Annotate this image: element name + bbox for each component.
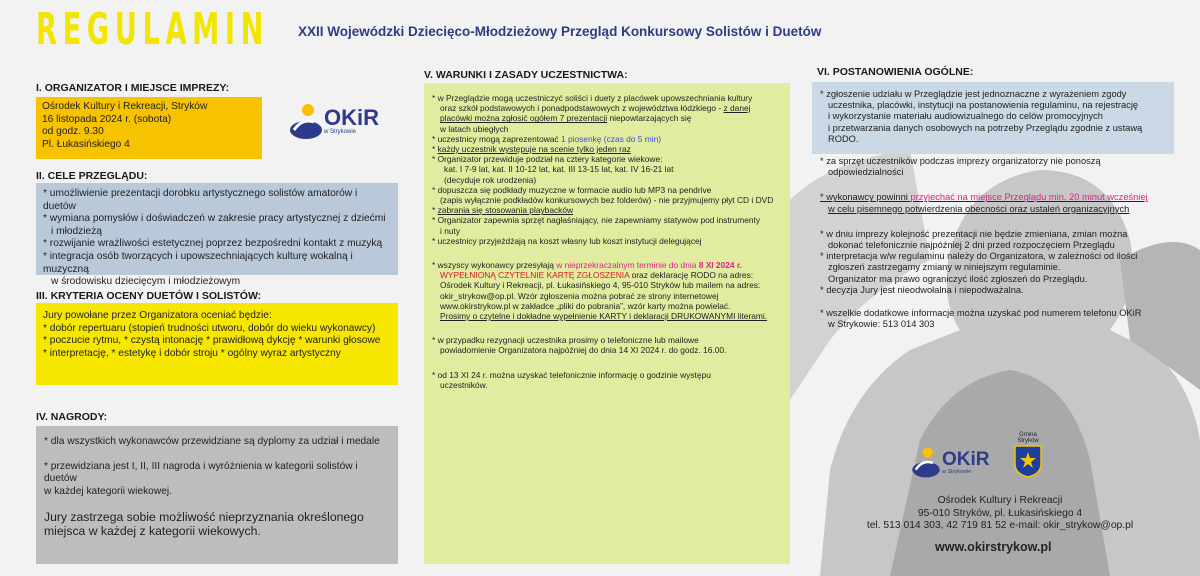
- general-line: dokonać telefonicznie najpóźniej 2 dni przed rozpoczęciem Przeglądu: [828, 240, 1115, 251]
- jury-note: Jury zastrzega sobie możliwość nieprzyznania określonego miejsca w każdej z kategorii wiekowych.: [44, 510, 364, 539]
- general-line: zgłoszeń zastrzegamy zmiany w niniejszym regulaminie.: [828, 262, 1061, 273]
- rule-line: * wszyscy wykonawcy przesyłają w nieprzekraczalnym terminie do dnia 8 XI 2024 r.: [432, 260, 743, 271]
- awards-box: [36, 426, 398, 564]
- criteria-line: Jury powołane przez Organizatora oceniać będzie:: [43, 310, 272, 321]
- general-line: * wszelkie dodatkowe informacje można uzyskać pod numerem telefonu OKiR: [820, 308, 1142, 319]
- section-6-heading: VI. POSTANOWIENIA OGÓLNE:: [817, 66, 974, 78]
- rule-line: * zabrania się stosowania playbacków: [432, 205, 574, 216]
- organizer-line: od godz. 9.30: [42, 126, 104, 138]
- page-title: REGULAMIN: [36, 4, 270, 55]
- footer-logo-caption: w Strykowie: [942, 468, 972, 475]
- rule-line: (zapis wyłącznie podkładów konkursowych bez folderów) - nie przyjmujemy płyt CD i DVD: [440, 195, 774, 206]
- rule-underlined: z danej placówki można zgłosić ogółem 7 prezentacji: [440, 103, 751, 124]
- section-3-heading: III. KRYTERIA OCENY DUETÓW I SOLISTÓW:: [36, 290, 262, 302]
- goal-line: * rozwijanie wrażliwości estetycznej poprzez bezpośredni kontakt z muzyką: [43, 238, 383, 250]
- organizer-line: Pl. Łukasińskiego 4: [42, 138, 130, 150]
- organizer-line: 16 listopada 2024 r. (sobota): [42, 113, 172, 125]
- goals-box: [36, 183, 398, 288]
- rule-line: w latach ubiegłych: [440, 123, 509, 134]
- criteria-box: [36, 303, 398, 385]
- goal-line: * wymiana pomysłów i doświadczeń w zakresie pracy artystycznej z dziećmi: [43, 213, 386, 225]
- footer-contact-line: tel. 513 014 303, 42 719 81 52 e-mail: okir_strykow@op.pl: [866, 520, 1134, 532]
- rule-line: Ośrodek Kultury i Rekreacji, pl. Łukasińskiego 4, 95-010 Stryków lub mailem na adres:: [440, 280, 761, 291]
- general-line: * decyzja Jury jest nieodwołalna i niepodważalna.: [820, 284, 1024, 295]
- rule-line: okir_strykow@op.pl. Wzór zgłoszenia można pobrać ze strony internetowej: [440, 290, 719, 301]
- general-line: * wykonawcy powinni przyjechać na miejsce Przeglądu min. 20 minut wcześniej: [820, 192, 1148, 203]
- rule-line: www.okirstrykow.pl w zakładce „pliki do pobrania”, wzór karty można powielać.: [440, 300, 731, 311]
- criteria-line: * dobór repertuaru (stopień trudności utworu, dobór do wieku wykonawcy): [43, 322, 376, 334]
- award-line: w każdej kategorii wiekowej.: [44, 485, 172, 497]
- okir-logo-caption: w Strykowie: [324, 129, 357, 135]
- goal-line: * integracja osób tworzących i upowszechniających kulturę wokalną i muzyczną: [43, 250, 353, 275]
- general-line: * interpretacja w/w regulaminu należy do Organizatora, w zależności od ilości: [820, 251, 1138, 262]
- okir-logo: [288, 100, 379, 142]
- rule-line: * od 13 XI 24 r. można uzyskać telefonicznie informację o godzinie występu: [432, 369, 711, 380]
- page-subtitle: XXII Wojewódzki Dziecięco-Młodzieżowy Przegląd Konkursowy Solistów i Duetów: [298, 24, 822, 39]
- award-line: * przewidziana jest I, II, III nagroda i wyróżnienia w kategorii solistów i duetów: [44, 460, 358, 485]
- rule-line: (decyduje rok urodzenia): [444, 174, 537, 185]
- okir-logo-text: OKiR: [324, 105, 379, 130]
- goal-line: i młodzieżą: [51, 225, 102, 237]
- rule-line: * każdy uczestnik występuje na scenie tylko jeden raz: [432, 144, 631, 155]
- award-line: * dla wszystkich wykonawców przewidziane są dyplomy za udział i medale: [44, 436, 380, 447]
- rule-line: * Organizator zapewnia sprzęt nagłaśniający, nie zapewniamy statywów pod instrumenty: [432, 215, 761, 226]
- general-text: [820, 156, 1180, 330]
- general-line: i wykorzystanie materiału audiowizualnego do celów promocyjnych: [828, 111, 1103, 122]
- rule-line: oraz szkół podstawowych i ponadpodstawowych z województwa łódzkiego - z danej placówki można zgłosić ogółem 7 prezentacji niepowtarzających się: [440, 103, 751, 124]
- criteria-line: * poczucie rytmu, * czystą intonację * prawidłową dykcję * warunki głosowe: [43, 335, 381, 347]
- crest-caption: Gmina Stryków: [1017, 432, 1039, 444]
- criteria-line: * interpretację, * estetykę i dobór stroju * ogólny wyraz artystyczny: [43, 347, 341, 359]
- general-line: RODO.: [828, 133, 859, 144]
- rule-line: WYPEŁNIONĄ CZYTELNIE KARTĘ ZGŁOSZENIA oraz deklarację RODO na adres:: [440, 270, 754, 281]
- section-5-heading: V. WARUNKI I ZASADY UCZESTNICTWA:: [424, 69, 628, 81]
- rule-line: * dopuszcza się podkłady muzyczne w formacie audio lub MP3 na pendrive: [432, 184, 712, 195]
- footer-address: 95-010 Stryków, pl. Łukasińskiego 4: [917, 507, 1083, 519]
- rule-line: * uczestnicy przyjeżdżają na koszt własny lub koszt instytucji delegującej: [432, 235, 702, 246]
- rule-line: Prosimy o czytelne i dokładne wypełnienie KARTY i deklaracji DRUKOWANYMI literami.: [440, 311, 768, 322]
- general-line: odpowiedzialności: [828, 167, 904, 178]
- rule-line: uczestników.: [440, 379, 488, 390]
- footer-website[interactable]: www.okirstrykow.pl: [935, 540, 1052, 554]
- general-box: [812, 82, 1174, 154]
- organizer-line: Ośrodek Kultury i Rekreacji, Stryków: [42, 101, 208, 112]
- general-line: * za sprzęt uczestników podczas imprezy organizatorzy nie ponoszą: [820, 156, 1101, 166]
- general-line: i przetwarzania danych osobowych na potrzeby Przeglądu zgodnie z ustawą: [828, 122, 1143, 133]
- general-line: * w dniu imprezy kolejność prezentacji nie będzie zmieniana, zmian można: [820, 228, 1128, 239]
- footer-contact: [830, 495, 1170, 533]
- crest-icon: [1013, 444, 1043, 478]
- general-line: * zgłoszenie udziału w Przeglądzie jest jednoznaczne z wyrażeniem zgody: [820, 89, 1127, 99]
- general-line: w celu pisemnego potwierdzenia obecności oraz ustaleń organizacyjnych: [828, 203, 1130, 214]
- section-4-heading: IV. NAGRODY:: [36, 411, 108, 423]
- general-line: Organizator ma prawo ograniczyć ilość zgłoszeń do Przeglądu.: [828, 273, 1088, 284]
- general-line: w Strykowie: 513 014 303: [828, 319, 935, 330]
- rule-line: * w Przeglądzie mogą uczestniczyć soliści i duety z placówek upowszechniania kultury: [432, 93, 753, 103]
- okir-logo-icon: [910, 444, 942, 480]
- rule-line: kat. I 7-9 lat, kat. II 10-12 lat, kat. III 13-15 lat, kat. IV 16-21 lat: [444, 164, 674, 175]
- footer-okir-logo: [910, 444, 990, 480]
- footer-org: Ośrodek Kultury i Rekreacji: [937, 495, 1063, 506]
- rule-line: powiadomienie Organizatora najpóźniej do dnia 14 XI 2024 r. do godz. 16.00.: [440, 345, 727, 356]
- general-line: uczestnika, placówki, instytucji na postanowienia regulaminu, na rejestrację: [828, 100, 1139, 111]
- goal-line: w środowisku dziecięcym i młodzieżowym: [51, 276, 241, 288]
- crest-logo: [1008, 432, 1048, 483]
- section-1-heading: I. ORGANIZATOR I MIEJSCE IMPREZY:: [36, 82, 230, 94]
- rules-box: [424, 83, 790, 564]
- rule-line: * w przypadku rezygnacji uczestnika prosimy o telefoniczne lub mailowe: [432, 335, 699, 346]
- rule-line: * Organizator przewiduje podział na cztery kategorie wiekowe:: [432, 154, 663, 165]
- footer-logo-text: OKiR: [942, 448, 990, 470]
- rule-line: i nuty: [440, 225, 461, 236]
- organizer-box: [36, 97, 262, 159]
- section-2-heading: II. CELE PRZEGLĄDU:: [36, 170, 148, 182]
- goal-line: * umożliwienie prezentacji dorobku artystycznego solistów amatorów i duetów: [43, 188, 358, 212]
- okir-logo-icon: [288, 100, 324, 142]
- rule-line: * uczestnicy mogą zaprezentować 1 piosenkę (czas do 5 min): [432, 133, 662, 144]
